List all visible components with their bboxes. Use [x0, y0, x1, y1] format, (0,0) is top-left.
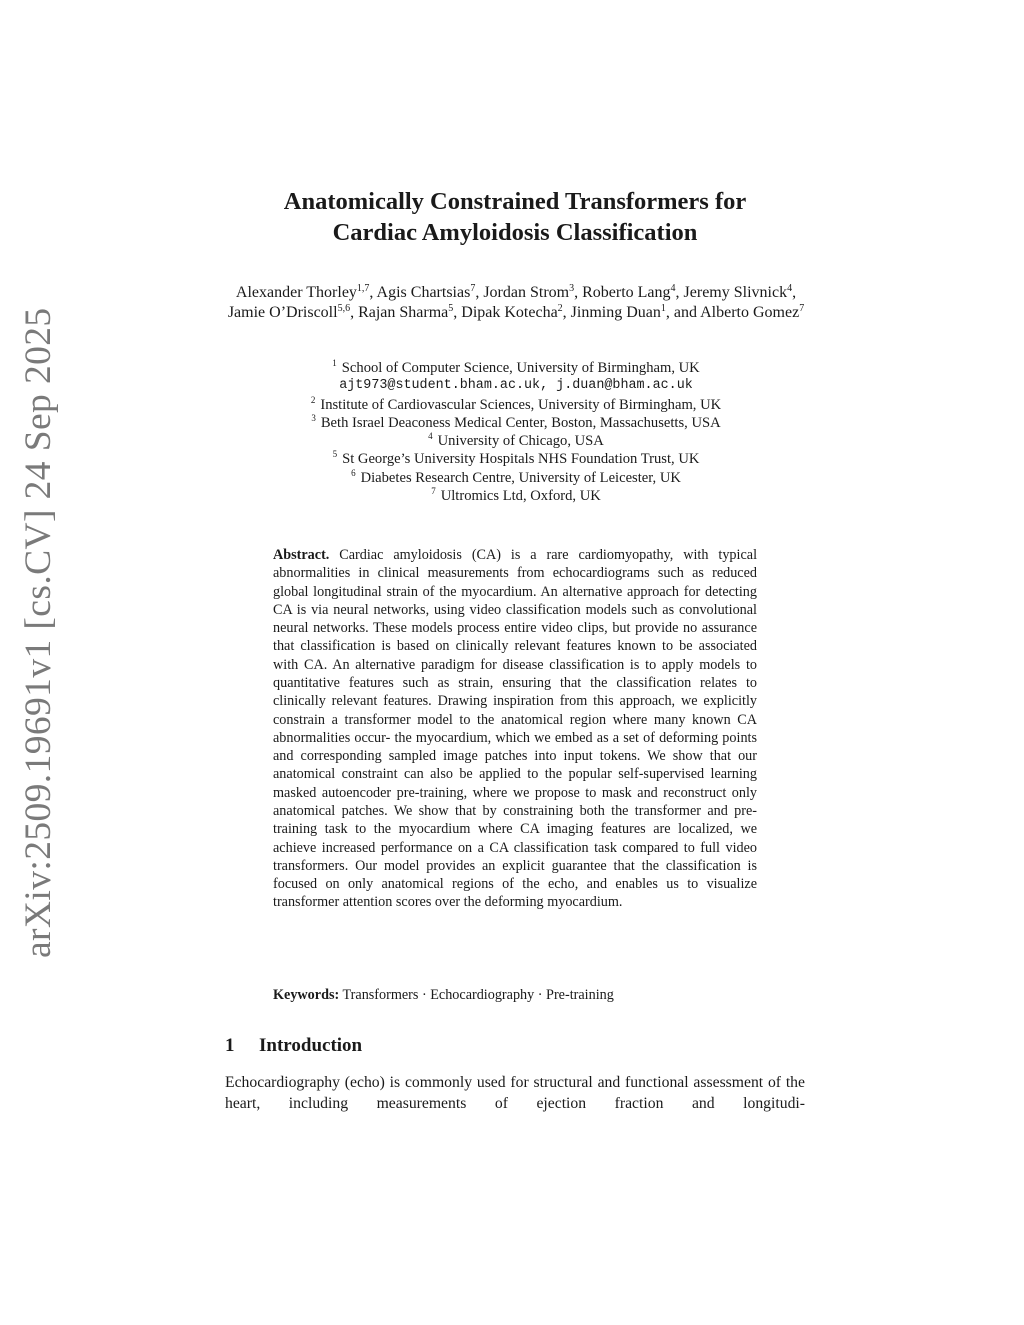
abstract: [273, 546, 757, 912]
author: [582, 284, 675, 301]
author-affiliation-marker: 2: [557, 302, 563, 314]
affiliation-text: School of Computer Science, University of Birmingham, UK: [341, 360, 700, 376]
section-heading-introduction: [225, 1034, 362, 1058]
author-affiliation-marker: 1,7: [356, 283, 370, 294]
author: [377, 284, 476, 301]
author-name: Alberto Gomez: [700, 303, 800, 321]
affiliation-number: 1: [332, 358, 337, 368]
author: [236, 284, 370, 301]
affiliation-list: [222, 359, 810, 505]
affiliation-number: 4: [428, 431, 433, 442]
author-emails: ajt973@student.bham.ac.uk, j.duan@bham.ac.uk: [339, 378, 693, 394]
affiliation-7: [222, 487, 810, 505]
author: [571, 304, 666, 321]
affiliation-1: [222, 359, 810, 377]
author: [461, 304, 562, 321]
affiliation-4: [222, 432, 810, 450]
section-number: 1: [225, 1035, 235, 1056]
abstract-label: Abstract.: [273, 547, 330, 563]
author-name: Jinming Duan: [570, 303, 661, 321]
author-name: Dipak Kotecha: [461, 303, 558, 321]
keywords-text: Transformers · Echocardiography · Pre-training: [342, 987, 614, 1003]
author-affiliation-marker: 1: [660, 302, 666, 314]
affiliation-number: 7: [431, 486, 436, 497]
paper-title-line-1: Anatomically Constrained Transformers for: [283, 188, 747, 215]
author-name: Jamie O’Driscoll: [227, 303, 338, 321]
affiliation-5: [222, 450, 810, 468]
author: [358, 304, 453, 321]
affiliation-text: St George’s University Hospitals NHS Foundation Trust, UK: [342, 451, 700, 468]
author-name: Jordan Strom: [483, 284, 570, 301]
author-affiliation-marker: 5: [448, 302, 454, 314]
affiliation-text: Ultromics Ltd, Oxford, UK: [440, 488, 601, 505]
author-affiliation-marker: 4: [787, 283, 793, 294]
author-name: Rajan Sharma: [358, 303, 449, 321]
affiliation-2: [222, 396, 810, 414]
author: [228, 304, 350, 321]
paper-title: [160, 186, 870, 248]
affiliation-number: 3: [311, 412, 316, 423]
affiliation-text: Institute of Cardiovascular Sciences, University of Birmingham, UK: [320, 396, 722, 413]
author-name: Jeremy Slivnick: [683, 284, 788, 301]
keywords-label: Keywords:: [273, 987, 340, 1003]
author: [684, 284, 793, 301]
paper-title-line-2: Cardiac Amyloidosis Classification: [332, 219, 698, 246]
introduction-text: Echocardiography (echo) is commonly used for structural and functional assessment of the heart, including measurements of ejection fraction and longitudi-: [225, 1074, 805, 1112]
affiliation-number: 2: [310, 394, 316, 405]
introduction-paragraph: [225, 1072, 805, 1114]
affiliation-text: University of Chicago, USA: [437, 433, 604, 450]
author: [700, 304, 804, 321]
author-affiliation-marker: 7: [470, 283, 476, 294]
affiliation-text: Beth Israel Deaconess Medical Center, Boston, Massachusetts, USA: [320, 414, 721, 431]
affiliation-3: [222, 414, 810, 432]
affiliation-text: Diabetes Research Centre, University of Leicester, UK: [360, 469, 681, 486]
author-list: Alexander Thorley$^{1,7}$, Agis Chartsias$^7$, Jordan Strom$^3$, Roberto Lang$^4$, Jeremy Slivnick$^4$, Jamie O’Driscoll$^{5,6}$, Rajan Sharma$^5$, Dipak Kotecha$^2$, Jinming Duan$^1$, and Alberto Gomez$^7$: [227, 283, 805, 321]
author-name: Agis Chartsias: [376, 284, 471, 301]
affiliation-6: [222, 469, 810, 487]
affiliation-number: 5: [332, 449, 338, 460]
author-name: Alexander Thorley: [235, 284, 357, 301]
author-affiliation-marker: 5,6: [337, 302, 351, 314]
author-affiliation-marker: 4: [670, 283, 676, 294]
author-affiliation-marker: 3: [569, 283, 575, 294]
keywords: [273, 986, 757, 1004]
abstract-text: Cardiac amyloidosis (CA) is a rare cardiomyopathy, with typical abnormalities in clinical measurements from echocardiograms such as reduced global longitudinal strain of the myocardium. An alternative approach for detecting CA is via neural networks, using video classification models such as convolutional neural networks. These models process entire video clips, but provide no assurance that classification is based on clinically relevant features known to be associated with CA. An alternative paradigm for disease classification is to apply models to quantitative features such as strain, ensuring that the classification relates to clinically relevant features. Drawing inspiration from this approach, we explicitly constrain a transformer model to the anatomical region where many known CA abnormalities occur- the myocardium, which we embed as a set of deforming points and corresponding sampled image patches into input tokens. We show that our anatomical constraint can also be applied to the popular self-supervised learning masked autoencoder pre-training, where we propose to mask and reconstruct only anatomical patches. We show that by constraining both the transformer and pre-training task to the myocardium where CA imaging features are localized, we achieve increased performance on a CA classification task compared to full video transformers. Our model provides an explicit guarantee that the classification is focused on only anatomical regions of the echo, and enables us to visualize transformer attention scores over the deforming myocardium.: [273, 547, 758, 911]
author-affiliation-marker: 7: [799, 302, 805, 314]
section-title: Introduction: [259, 1035, 363, 1056]
author: [483, 284, 574, 301]
author-name: Roberto Lang: [582, 284, 671, 301]
arxiv-identifier-stamp: arXiv:2509.19691v1 [cs.CV] 24 Sep 2025: [18, 307, 59, 958]
affiliation-number: 6: [351, 467, 356, 478]
